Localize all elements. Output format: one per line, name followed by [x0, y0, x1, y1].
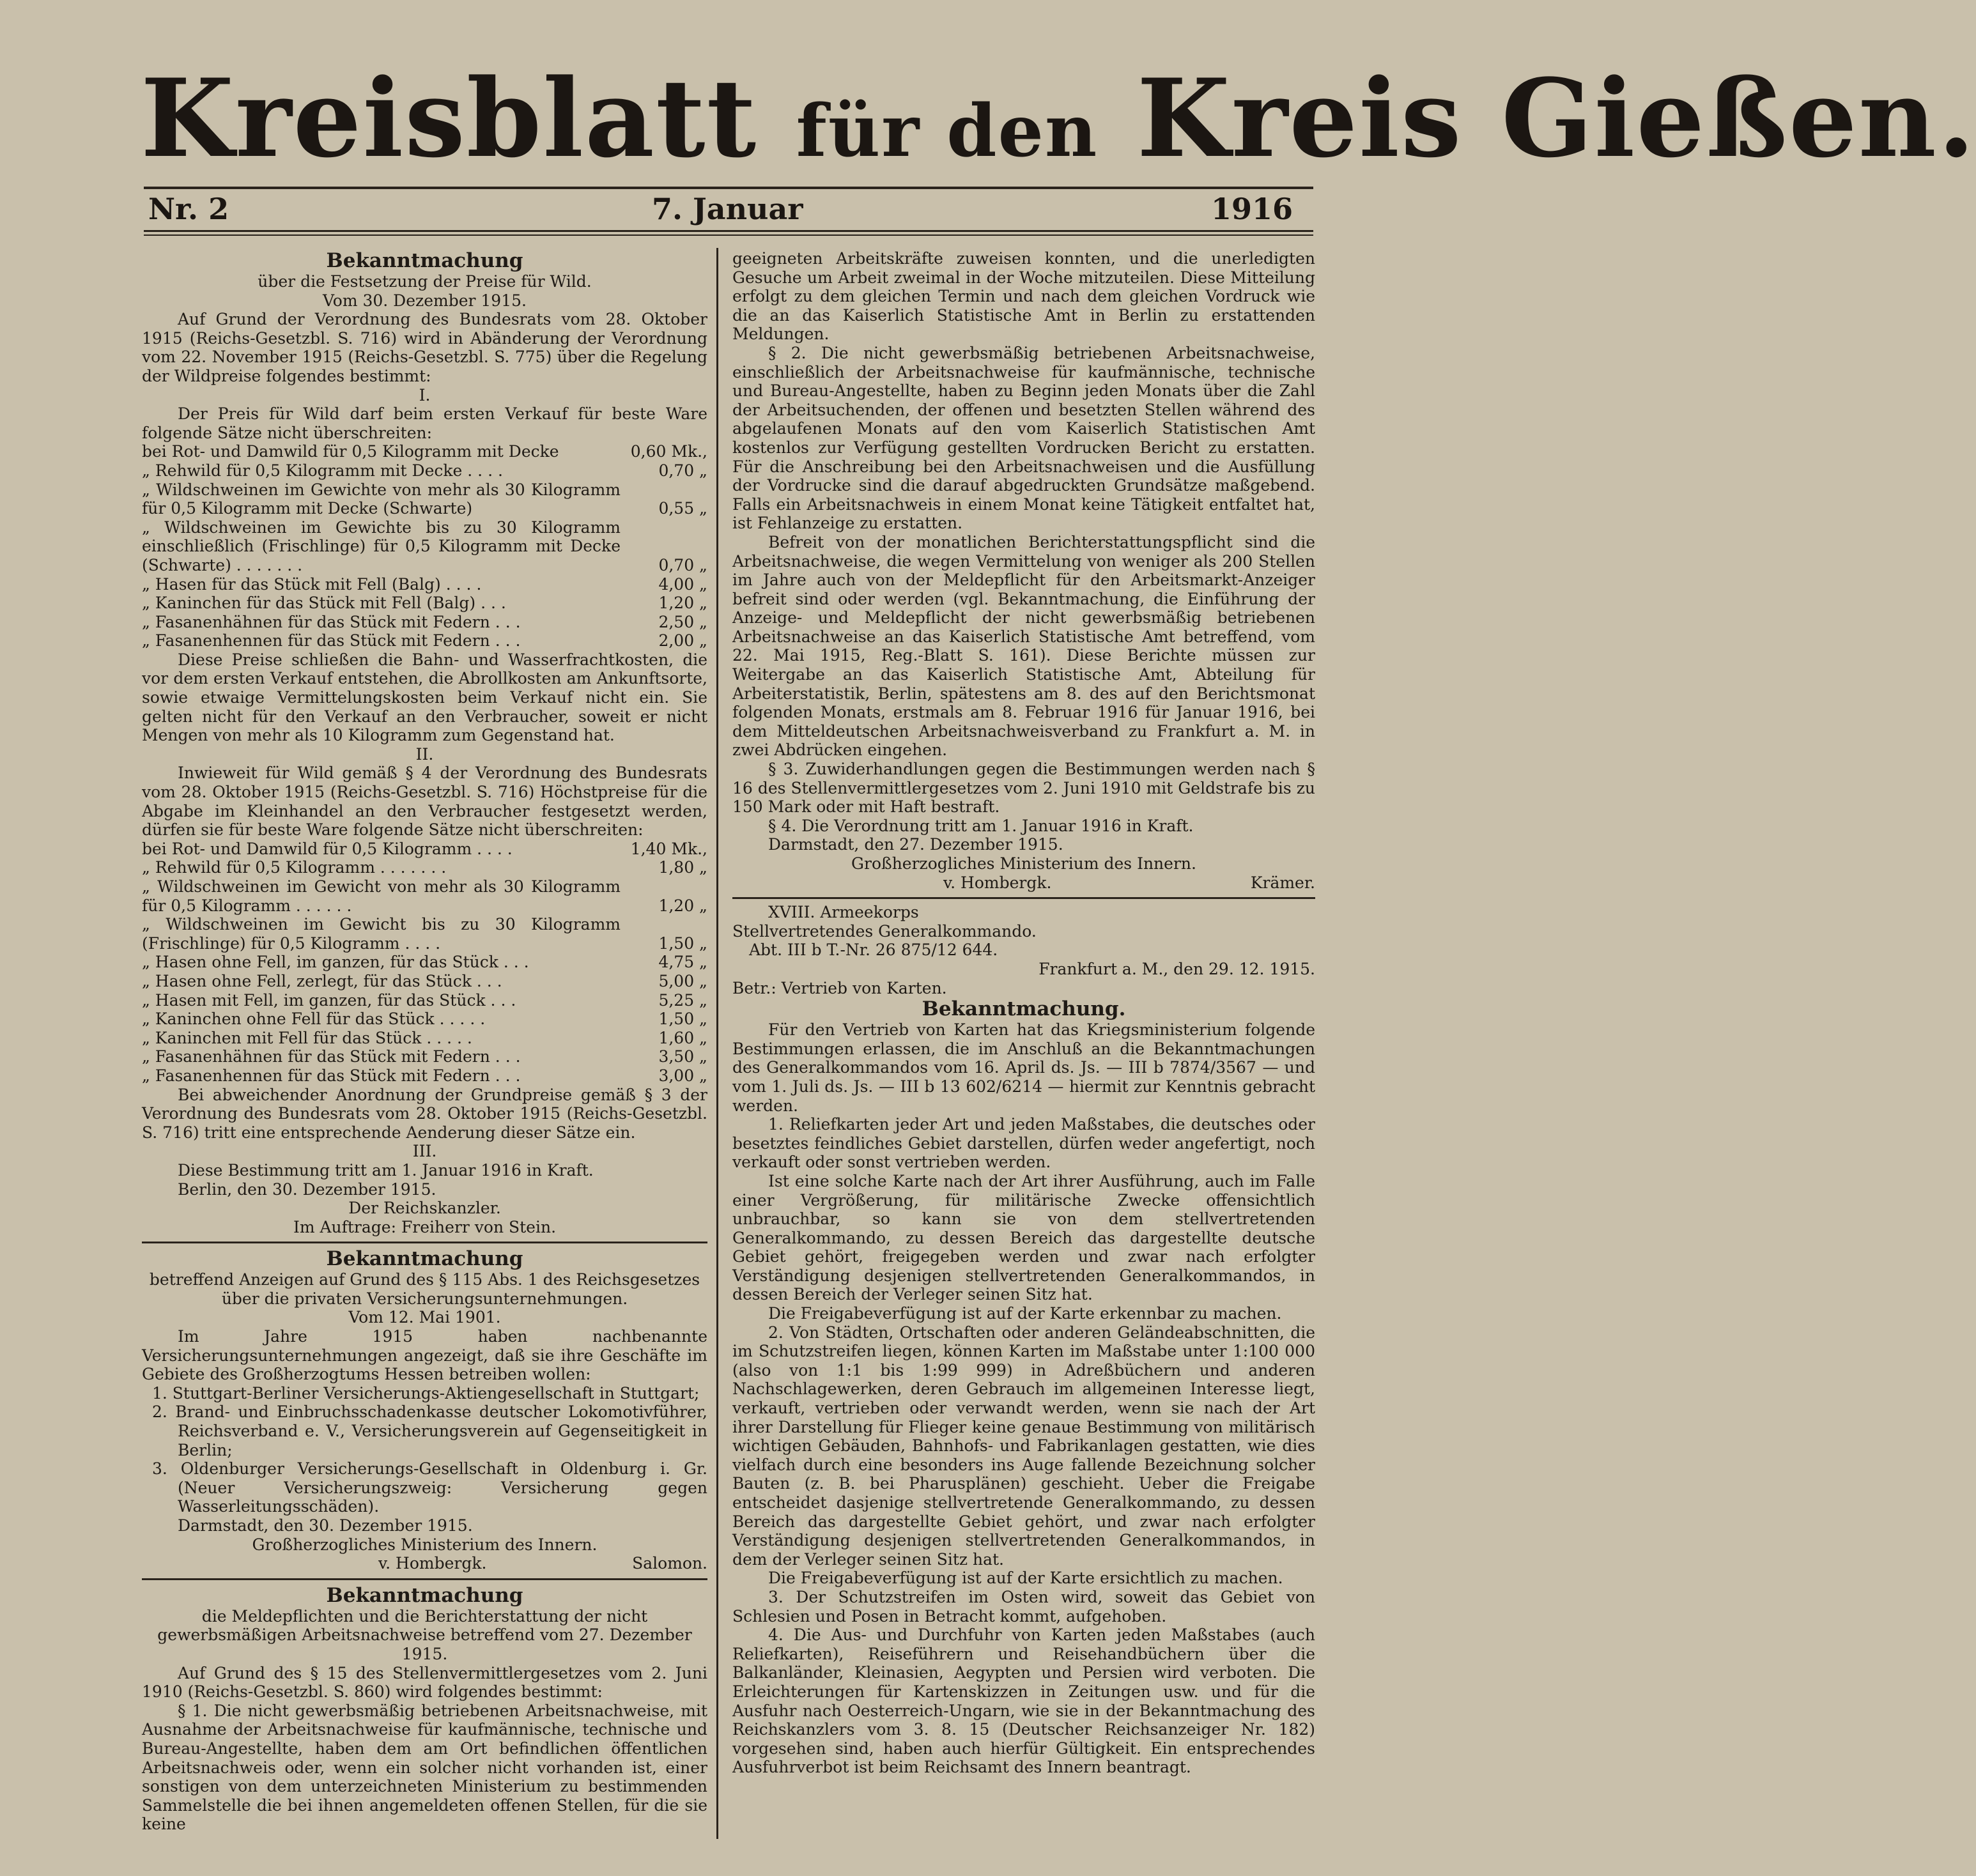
article-date: Vom 30. Dezember 1915.: [323, 291, 527, 310]
issue-number: Nr. 2: [148, 192, 229, 226]
price-value: 5,00 „: [658, 971, 707, 990]
price-row: [142, 991, 707, 1010]
price-value: 1,40 Mk.,: [630, 839, 707, 858]
article-heading-arbeitsnachweise: Bekanntmachung: [326, 1583, 523, 1607]
signature-left: v. Hombergk.: [943, 873, 1052, 892]
price-row: [142, 613, 707, 632]
price-item: „ Kaninchen mit Fell für das Stück . . . . .: [142, 1028, 472, 1047]
article-paragraph: Für den Vertrieb von Karten hat das Kriegsministerium folgende Bestimmungen erlassen, die im Anschluß an die Bekanntmachungen des Generalkommandos vom 16. April ds. Js. — III b 7874/3567 — und vom 1. Juli ds. Js. — III b 13 602/6214 — hiermit zur Kenntnis gebracht werden.: [732, 1020, 1315, 1115]
issuer-line: XVIII. Armeekorps: [768, 903, 919, 922]
article-paragraph: Im Jahre 1915 haben nachbenannte Versicherungsunternehmungen angezeigt, daß sie ihre Geschäfte im Gebiete des Großherzogtums Hessen betreiben wollen:: [142, 1327, 707, 1384]
price-item: „ Kaninchen für das Stück mit Fell (Balg) . . .: [142, 594, 506, 613]
price-value: 0,70 „: [658, 555, 707, 574]
left-column: [142, 249, 707, 1834]
article-paragraph: Diese Preise schließen die Bahn- und Wasserfrachtkosten, die vor dem ersten Verkauf entstehen, die Abrollkosten am Ankunftsorte, sowie etwaige Vermittelungskosten beim Verkauf nicht ein. Sie gelten nicht für den Verkauf an den Verbraucher, soweit er nicht Mengen von mehr als 10 Kilogramm zum Gegenstand hat.: [142, 650, 707, 745]
place-date: Frankfurt a. M., den 29. 12. 1915.: [1038, 959, 1315, 978]
article-paragraph: Diese Bestimmung tritt am 1. Januar 1916 in Kraft.: [178, 1160, 594, 1180]
price-row: [142, 442, 707, 461]
article-paragraph: Befreit von der monatlichen Berichterstattungspflicht sind die Arbeitsnachweise, die wegen Vermittelung von weniger als 200 Stellen im Jahre auch von der Meldepflicht für den Arbeitsmarkt-Anzeiger befreit sind oder werden (vgl. Bekanntmachung, die Einführung der Anzeige- und Meldepflicht der nicht gewerbsmäßig betriebenen Arbeitsnachweise an das Kaiserlich Statistische Amt betreffend, vom 22. Mai 1915, Reg.-Blatt S. 161). Diese Berichte müssen zur Weitergabe an das Kaiserlich Statistische Amt, Abteilung für Arbeiterstatistik, Berlin, spätestens am 8. des auf den Berichtsmonat folgenden Monats, erstmals am 8. Februar 1916 für Januar 1916, bei dem Mitteldeutschen Arbeitsnachweisverband zu Frankfurt a. M. in zwei Abdrücken eingehen.: [732, 532, 1315, 760]
price-item: „ Fasanenhennen für das Stück mit Federn . . .: [142, 1066, 521, 1085]
article-paragraph: § 2. Die nicht gewerbsmäßig betriebenen Arbeitsnachweise, einschließlich der Arbeitsnachweise für kaufmännische, technische und Bureau-Angestellte, haben zu Beginn jeden Monats über die Zahl der Arbeitsuchenden, der offenen und besetzten Stellen während des abgelaufenen Monats auf den vom Kaiserlich Statistischen Amt kostenlos zur Verfügung gestellten Vordrucken Bericht zu erstatten. Für die Anschreibung bei den Arbeitsnachweisen und die Ausfüllung der Vordrucke sind die darauf abgedruckten Grundsätze maßgebend. Falls ein Arbeitsnachweis in einem Monat keine Tätigkeit entfaltet hat, ist Fehlanzeige zu erstatten.: [732, 343, 1315, 533]
article-separator: [142, 1242, 707, 1243]
price-item: „ Fasanenhähnen für das Stück mit Federn . . .: [142, 1047, 521, 1066]
article-paragraph: Bei abweichender Anordnung der Grundpreise gemäß § 3 der Verordnung des Bundesrats vom 28. Oktober 1915 (Reichs-Gesetzbl. S. 716) tritt eine entsprechende Aenderung dieser Sätze ein.: [142, 1085, 707, 1142]
article-paragraph: 4. Die Aus- und Durchfuhr von Karten jeden Maßstabes (auch Reliefkarten), Reiseführern und Reisehandbüchern über die Balkanländer, Kleinasien, Aegypten und Persien wird verboten. Die Erleichterungen für Kartenskizzen in Zeitungen usw. und für die Ausfuhr nach Oesterreich-Ungarn, wie sie in der Bekanntmachung des Reichskanzlers vom 3. 8. 15 (Deutscher Reichsanzeiger Nr. 182) vorgesehen sind, haben auch hierfür Gültigkeit. Ein entsprechendes Ausfuhrverbot ist beim Reichsamt des Innern beantragt.: [732, 1626, 1315, 1777]
price-item: „ Fasanenhennen für das Stück mit Federn . . .: [142, 631, 521, 650]
article-heading-wildpreise: Bekanntmachung: [326, 249, 523, 272]
price-row: [142, 594, 707, 613]
article-paragraph: Die Freigabeverfügung ist auf der Karte ersichtlich zu machen.: [768, 1569, 1283, 1588]
price-item: „ Hasen mit Fell, im ganzen, für das Stück . . .: [142, 990, 516, 1010]
price-value: 4,00 „: [658, 574, 707, 594]
issue-year: 1916: [1211, 192, 1293, 226]
price-value: 5,25 „: [658, 990, 707, 1010]
price-row: [142, 877, 707, 915]
article-paragraph: § 3. Zuwiderhandlungen gegen die Bestimmungen werden nach § 16 des Stellenvermittlergesetzes vom 2. Juni 1910 mit Geldstrafe bis zu 150 Mark oder mit Haft bestraft.: [732, 760, 1315, 817]
price-item: „ Wildschweinen im Gewicht von mehr als 30 Kilogramm für 0,5 Kilogramm . . . . . .: [142, 877, 621, 915]
issue-date: 7. Januar: [652, 192, 803, 226]
ministry-line: Großherzogliches Ministerium des Innern.: [851, 854, 1196, 873]
article-heading-karten: Bekanntmachung.: [922, 997, 1126, 1021]
header-rule-top: [144, 187, 1313, 189]
price-value: 0,60 Mk.,: [630, 442, 707, 461]
price-item: „ Rehwild für 0,5 Kilogramm mit Decke . . . .: [142, 461, 503, 480]
article-separator: [732, 897, 1315, 899]
price-value: 4,75 „: [658, 953, 707, 972]
price-row: [142, 1066, 707, 1086]
subject-line: Betr.: Vertrieb von Karten.: [732, 978, 947, 997]
price-value: 0,70 „: [658, 461, 707, 480]
article-subtitle: die Meldepflichten und die Berichterstattung der nicht gewerbsmäßigen Arbeitsnachweise betreffend vom 27. Dezember 1915.: [157, 1606, 692, 1663]
article-subtitle: betreffend Anzeigen auf Grund des § 115 Abs. 1 des Reichsgesetzes über die privaten Versicherungsunternehmungen.: [149, 1270, 700, 1308]
article-separator: [142, 1578, 707, 1580]
price-item: „ Kaninchen ohne Fell für das Stück . . . . .: [142, 1010, 486, 1029]
column-divider: [716, 248, 718, 1839]
price-row: [142, 953, 707, 972]
article-paragraph: Inwieweit für Wild gemäß § 4 der Verordnung des Bundesrats vom 28. Oktober 1915 (Reichs-Gesetzbl. S. 716) Höchstpreise für die Abgabe im Kleinhandel an den Verbraucher festgesetzt werden, dürfen sie für beste Ware folgende Sätze nicht überschreiten:: [142, 764, 707, 840]
price-row: [142, 518, 707, 575]
signature-right: Krämer.: [1250, 873, 1315, 892]
list-item: 1. Stuttgart-Berliner Versicherungs-Aktiengesellschaft in Stuttgart;: [152, 1383, 700, 1403]
price-item: „ Wildschweinen im Gewichte von mehr als 30 Kilogramm für 0,5 Kilogramm mit Decke (Schwarte): [142, 480, 621, 518]
masthead-title-fuer-den: für den: [796, 89, 1099, 173]
price-list-first-sale: [142, 442, 707, 650]
signature: Im Auftrage: Freiherr von Stein.: [293, 1217, 557, 1236]
price-item: „ Hasen für das Stück mit Fell (Balg) . . . .: [142, 574, 482, 594]
article-paragraph: 2. Von Städten, Ortschaften oder anderen Geländeabschnitten, die im Schutzstreifen liegen, können Karten im Maßstabe unter 1:100 000 (also von 1:1 bis 1:99 999) in Adreßbüchern und anderen Nachschlagewerken, deren Gebrauch im allgemeinen Interesse liegt, verkauft, vertrieben oder verwandt werden, wenn sie nach der Art ihrer Darstellung für Flieger keine genaue Bestimmung von militärisch wichtigen Gebäuden, Bahnhofs- und Fabrikanlagen gestatten, wie dies vielfach durch eine besonders ins Auge fallende Bezeichnung solcher Bauten (z. B. bei Pharusplänen) geschieht. Ueber die Freigabe entscheidet dasjenige stellvertretende Generalkommando, zu dessen Bereich das dargestellte Gebiet gehört, und zwar nach erfolgter Verständigung desjenigen stellvertretenden Generalkommandos, in dem der Verleger seinen Sitz hat.: [732, 1323, 1315, 1569]
masthead-title-kreis-giessen: Kreis Gießen.: [1136, 55, 1976, 181]
signature-row: [732, 873, 1315, 893]
masthead-title-kreisblatt: Kreisblatt: [141, 55, 758, 181]
price-row: [142, 915, 707, 953]
section-numeral: I.: [419, 385, 431, 404]
price-row: [142, 840, 707, 859]
ministry-line: Großherzogliches Ministerium des Innern.: [252, 1535, 598, 1554]
signature-left: v. Hombergk.: [378, 1554, 487, 1573]
article-paragraph: Der Preis für Wild darf beim ersten Verkauf für beste Ware folgende Sätze nicht überschreiten:: [142, 404, 707, 442]
article-paragraph: Auf Grund der Verordnung des Bundesrats vom 28. Oktober 1915 (Reichs-Gesetzbl. S. 716) wird in Abänderung der Verordnung vom 22. November 1915 (Reichs-Gesetzbl. S. 775) über die Regelung der Wildpreise folgendes bestimmt:: [142, 310, 707, 385]
right-column: [732, 249, 1315, 1777]
signature: Der Reichskanzler.: [348, 1199, 501, 1218]
place-date: Berlin, den 30. Dezember 1915.: [178, 1180, 436, 1199]
price-item: bei Rot- und Damwild für 0,5 Kilogramm mit Decke: [142, 442, 559, 461]
price-row: [142, 631, 707, 650]
price-value: 3,50 „: [658, 1047, 707, 1066]
article-heading-versicherung: Bekanntmachung: [326, 1247, 523, 1271]
price-value: 1,50 „: [658, 1010, 707, 1029]
article-paragraph: geeigneten Arbeitskräfte zuweisen konnten, und die unerledigten Gesuche um Arbeit zweimal in der Woche mitzuteilen. Diese Mitteilung erfolgt zu dem gleichen Termin und nach dem gleichen Vordruck wie die an das Kaiserlich Statistische Amt in Berlin zu erstattenden Meldungen.: [732, 249, 1315, 344]
price-row: [142, 858, 707, 877]
price-row: [142, 461, 707, 481]
price-item: „ Fasanenhähnen für das Stück mit Federn . . .: [142, 612, 521, 631]
price-list-retail: [142, 840, 707, 1086]
price-value: 3,00 „: [658, 1066, 707, 1085]
place-date: Darmstadt, den 30. Dezember 1915.: [178, 1516, 473, 1535]
article-paragraph: Auf Grund des § 15 des Stellenvermittlergesetzes vom 2. Juni 1910 (Reichs-Gesetzbl. S. 860) wird folgendes bestimmt:: [142, 1663, 707, 1702]
price-value: 1,80 „: [658, 858, 707, 877]
article-paragraph: Die Freigabeverfügung ist auf der Karte erkennbar zu machen.: [768, 1304, 1282, 1323]
section-numeral: III.: [412, 1142, 437, 1161]
price-value: 1,50 „: [658, 934, 707, 953]
price-value: 1,20 „: [658, 896, 707, 915]
article-paragraph: § 1. Die nicht gewerbsmäßig betriebenen Arbeitsnachweise, mit Ausnahme der Arbeitsnachweise für kaufmännische, technische und Bureau-Angestellte, haben dem am Ort befindlichen öffentlichen Arbeitsnachweis oder, wenn ein solcher nicht vorhanden ist, einer sonstigen von dem unterzeichneten Ministerium zu bestimmenden Sammelstelle die bei ihnen angemeldeten offenen Stellen, für die sie keine: [142, 1701, 707, 1834]
price-value: 0,55 „: [658, 499, 707, 518]
price-item: „ Wildschweinen im Gewichte bis zu 30 Kilogramm einschließlich (Frischlinge) für 0,5 Kilogramm mit Decke (Schwarte) . . . . . . .: [142, 518, 621, 574]
article-paragraph: 1. Reliefkarten jeder Art und jeden Maßstabes, die deutsches oder besetztes feindliches Gebiet darstellen, dürfen weder angefertigt, noch verkauft oder sonst vertrieben werden.: [732, 1115, 1315, 1172]
article-date: Vom 12. Mai 1901.: [348, 1308, 501, 1327]
list-item: 3. Oldenburger Versicherungs-Gesellschaft in Oldenburg i. Gr. (Neuer Versicherungszweig: Versicherung gegen Wasserleitungsschäden).: [152, 1459, 707, 1516]
section-numeral: II.: [415, 744, 434, 764]
signature-row: [142, 1554, 707, 1573]
price-item: bei Rot- und Damwild für 0,5 Kilogramm . . . .: [142, 839, 513, 858]
article-paragraph: Ist eine solche Karte nach der Art ihrer Ausführung, auch im Falle einer Vergrößerung, für militärische Zwecke offensichtlich unbrauchbar, so kann sie von dem stellvertretenden Generalkommando, zu dessen Bereich das dargestellte deutsche Gebiet gehört, freigegeben werden und zwar nach erfolgter Verständigung desjenigen stellvertretenden Generalkommandos, in dessen Bereich der Verleger seinen Sitz hat.: [732, 1171, 1315, 1304]
price-value: 1,20 „: [658, 594, 707, 613]
price-item: „ Hasen ohne Fell, zerlegt, für das Stück . . .: [142, 971, 502, 990]
price-value: 1,60 „: [658, 1028, 707, 1047]
signature-right: Salomon.: [632, 1554, 707, 1573]
price-row: [142, 481, 707, 518]
price-row: [142, 575, 707, 594]
article-subtitle: über die Festsetzung der Preise für Wild.: [258, 272, 592, 291]
masthead: [141, 55, 1976, 189]
price-row: [142, 972, 707, 991]
price-item: „ Hasen ohne Fell, im ganzen, für das Stück . . .: [142, 953, 529, 972]
header-rule-bottom: [144, 230, 1313, 232]
place-date: Darmstadt, den 27. Dezember 1915.: [768, 835, 1063, 854]
issuer-line: Stellvertretendes Generalkommando.: [732, 921, 1037, 941]
price-row: [142, 1010, 707, 1029]
price-value: 2,00 „: [658, 631, 707, 650]
price-value: 2,50 „: [658, 612, 707, 631]
article-paragraph: 3. Der Schutzstreifen im Osten wird, soweit das Gebiet von Schlesien und Posen in Betracht kommt, aufgehoben.: [732, 1587, 1315, 1626]
list-item: 2. Brand- und Einbruchsschadenkasse deutscher Lokomotivführer, Reichsverband e. V., Versicherungsverein auf Gegenseitigkeit in Berlin;: [152, 1403, 707, 1459]
price-item: „ Wildschweinen im Gewicht bis zu 30 Kilogramm (Frischlinge) für 0,5 Kilogramm . . . .: [142, 915, 621, 953]
price-item: „ Rehwild für 0,5 Kilogramm . . . . . . .: [142, 858, 447, 877]
price-row: [142, 1047, 707, 1066]
reference-number: Abt. III b T.-Nr. 26 875/12 644.: [749, 941, 998, 960]
article-paragraph: § 4. Die Verordnung tritt am 1. Januar 1916 in Kraft.: [768, 816, 1194, 835]
price-row: [142, 1029, 707, 1048]
header-rule-bottom-2: [144, 235, 1313, 236]
